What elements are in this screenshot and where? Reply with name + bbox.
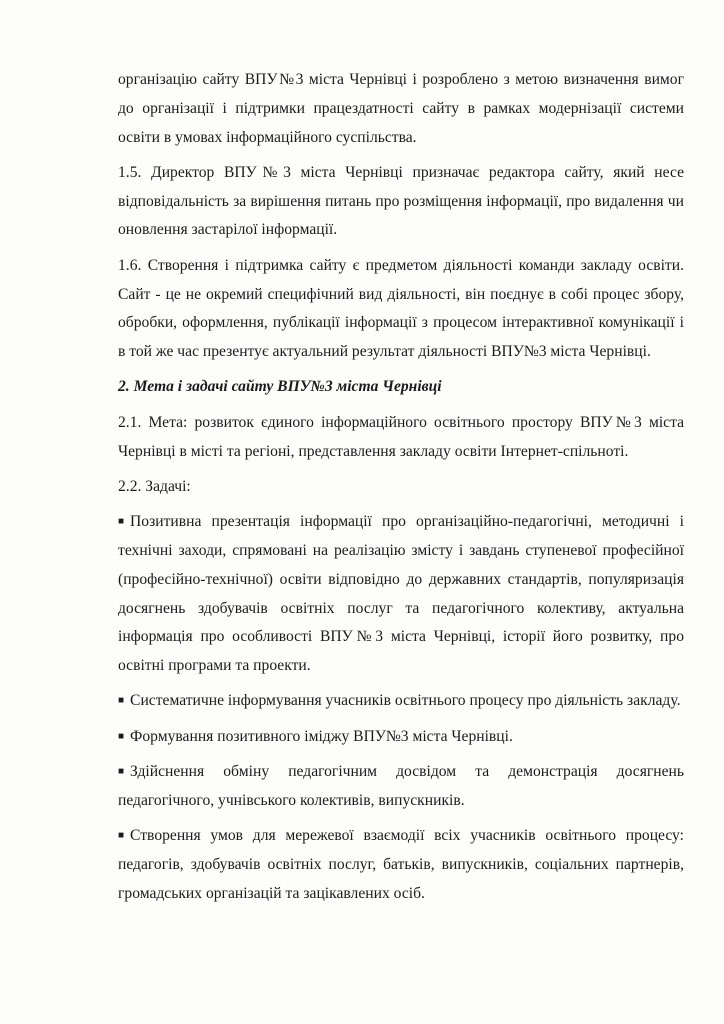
paragraph-1-5: 1.5. Директор ВПУ№3 міста Чернівці призначає редактора сайту, який несе відповідальність за вирішення питань про розміщення інформації, про видалення чи оновлення застарілої інформації. — [118, 163, 684, 239]
section-heading-2: 2. Мета і задачі сайту ВПУ№3 міста Чернівці — [118, 378, 442, 396]
bullet-item — [118, 822, 684, 908]
bullet-square-icon: ■ — [118, 766, 125, 778]
paragraph-2-2-tasks-label: 2.2. Задачі: — [118, 477, 191, 495]
bullet-square-icon: ■ — [118, 830, 125, 842]
paragraph-intro-continuation: організацію сайту ВПУ№3 міста Чернівці і розроблено з метою визначення вимог до організації і підтримки працездатності сайту в рамках модернізації системи освіти в умовах інформаційного суспільства. — [118, 71, 684, 146]
bullet-text: Здійснення обміну педагогічним досвідом та демонстрація досягнень педагогічного, учнівського колективів, випускників. — [118, 763, 684, 809]
bullet-square-icon: ■ — [118, 730, 125, 742]
bullet-text: Систематичне інформування учасників освітнього процесу про діяльність закладу. — [130, 692, 681, 710]
bullet-text: Формування позитивного іміджу ВПУ№3 міста Чернівці. — [130, 727, 513, 745]
paragraph-2-1-goal: 2.1. Мета: розвиток єдиного інформаційного освітнього простору ВПУ№3 міста Чернівці в місті та регіоні, представлення закладу освіти Інтернет-спільноті. — [118, 413, 684, 460]
bullet-square-icon: ■ — [118, 695, 125, 707]
bullet-item — [118, 508, 684, 681]
paragraph-1-6: 1.6. Створення і підтримка сайту є предметом діяльності команди закладу освіти. Сайт - це не окремий специфічний вид діяльності, він поєднує в собі процес збору, обробки, оформлення, публікації інформації з процесом інтерактивної комунікації і в той же час презентує актуальний результат діяльності ВПУ№3 міста Чернівці. — [118, 256, 684, 361]
bullet-text: Позитивна презентація інформації про організаційно-педагогічні, методичні і технічні заходи, спрямовані на реалізацію змісту і завдань ступеневої професійної (професійно-технічної) освіти відповідно до державних стандартів, популяризація досягнень здобувачів освітніх послуг та педагогічного колективу, актуальна інформація про особливості ВПУ№3 міста Чернівці, історії його розвитку, про освітні програми та проекти. — [118, 513, 684, 675]
bullet-item — [118, 687, 684, 716]
bullet-text: Створення умов для мережевої взаємодії всіх учасників освітнього процесу: педагогів, здобувачів освітніх послуг, батьків, випускників, соціальних партнерів, громадських організацій та зацікавлених осіб. — [118, 827, 684, 902]
bullet-item — [118, 723, 684, 752]
bullet-square-icon: ■ — [118, 516, 125, 528]
bullet-item — [118, 758, 684, 816]
